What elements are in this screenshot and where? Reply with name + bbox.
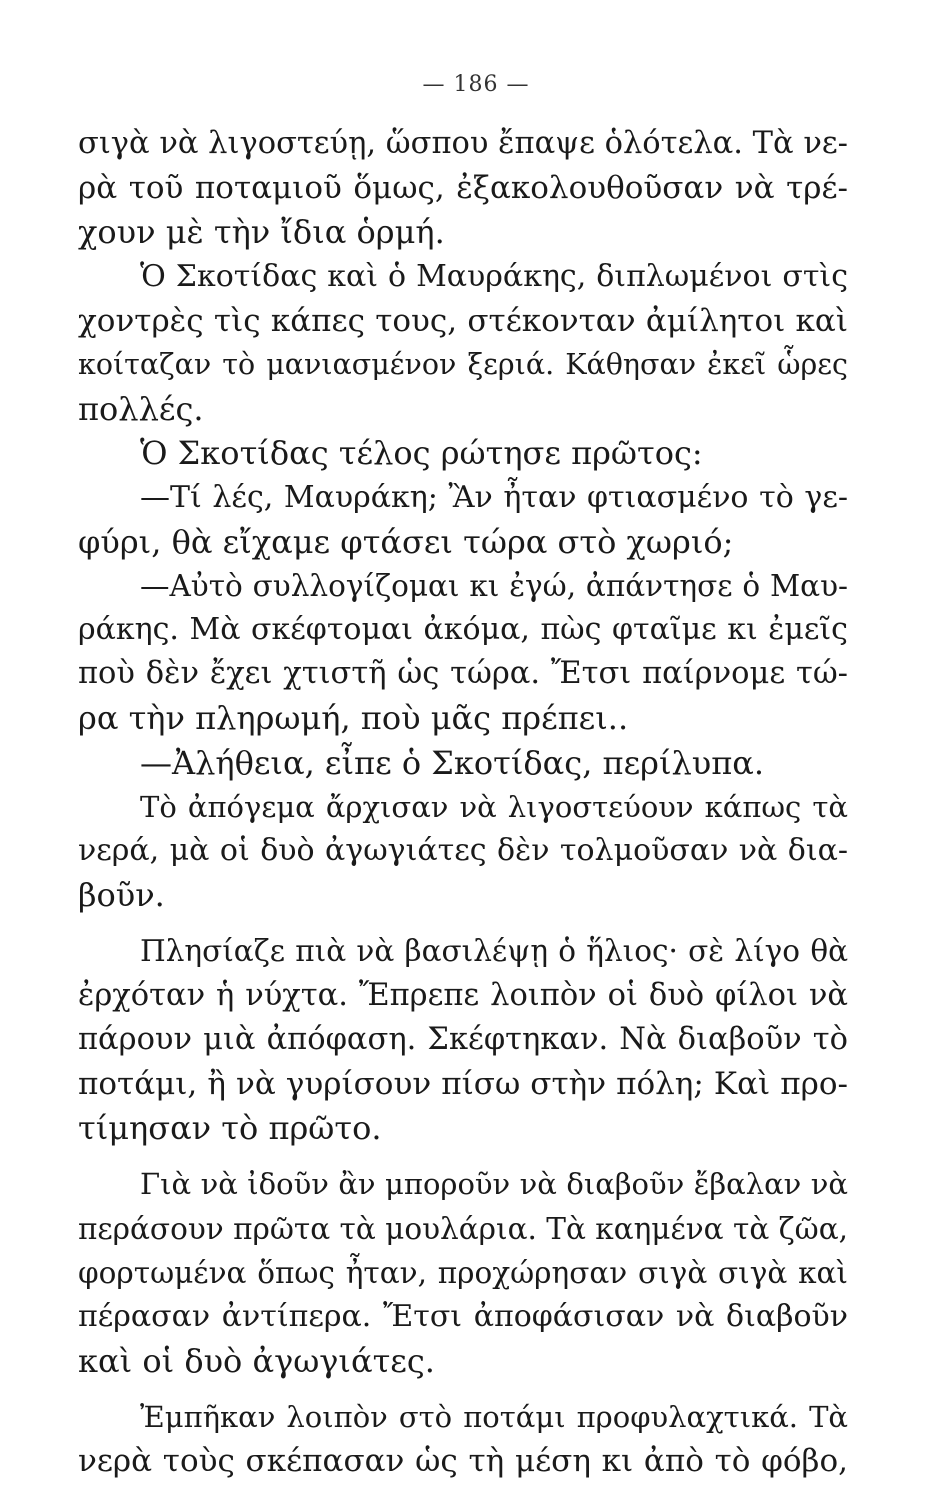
text-line: Ὁ Σκοτίδας καὶ ὁ Μαυράκης, διπλωμένοι στὶς	[140, 258, 848, 294]
text-line: φορτωμένα ὅπως ἦταν, προχώρησαν σιγὰ σιγὰ καὶ	[78, 1255, 848, 1290]
text-line: χοντρὲς τὶς κάπες τους, στέκονταν ἀμίλητοι καὶ	[78, 302, 848, 339]
text-line: χουν μὲ τὴν ἴδια ὁρμή.	[78, 213, 445, 252]
text-line: ποτάμι, ἢ νὰ γυρίσουν πίσω στὴν πόλη; Καὶ προ-	[78, 1065, 848, 1102]
text-line: πέρασαν ἀντίπερα. Ἔτσι ἀποφάσισαν νὰ διαβοῦν	[78, 1298, 848, 1334]
text-line: πολλές.	[78, 390, 204, 429]
text-line: Ἐμπῆκαν λοιπὸν στὸ ποτάμι προφυλαχτικά. Τὰ	[140, 1400, 848, 1435]
page-number: — 186 —	[422, 72, 530, 97]
text-line: ράκης. Μὰ σκέφτομαι ἀκόμα, πὼς φταῖμε κι ἐμεῖς	[78, 612, 848, 648]
text-line: πάρουν μιὰ ἀπόφαση. Σκέφτηκαν. Νὰ διαβοῦν τὸ	[78, 1021, 848, 1057]
text-line: περάσουν πρῶτα τὰ μουλάρια. Τὰ καημένα τὰ ζῶα,	[78, 1211, 848, 1246]
text-line: —Αὐτὸ συλλογίζομαι κι ἐγώ, ἀπάντησε ὁ Μαυ-	[140, 568, 848, 603]
text-line: νερά, μὰ οἱ δυὸ ἀγωγιάτες δὲν τολμοῦσαν νὰ δια-	[78, 833, 848, 868]
text-line: καὶ οἱ δυὸ ἀγωγιάτες.	[78, 1342, 435, 1381]
text-line: ρα τὴν πληρωμή, ποὺ μᾶς πρέπει..	[78, 699, 629, 738]
text-line: τίμησαν τὸ πρῶτο.	[78, 1109, 382, 1148]
text-line: κοίταζαν τὸ μανιασμένον ξεριά. Κάθησαν ἐκεῖ ὧρες	[78, 347, 848, 381]
text-line: βοῦν.	[78, 876, 165, 915]
text-line: ρὰ τοῦ ποταμιοῦ ὅμως, ἐξακολουθοῦσαν νὰ τρέ-	[78, 170, 848, 207]
text-line: σιγὰ νὰ λιγοστεύῃ, ὥσπου ἔπαψε ὁλότελα. Τὰ νε-	[78, 126, 848, 161]
text-line: ἐρχόταν ἡ νύχτα. Ἔπρεπε λοιπὸν οἱ δυὸ φίλοι νὰ	[78, 977, 848, 1013]
text-line: Τὸ ἀπόγεμα ἄρχισαν νὰ λιγοστεύουν κάπως τὰ	[140, 789, 848, 824]
text-line: νερὰ τοὺς σκέπασαν ὡς τὴ μέση κι ἀπὸ τὸ φόβο,	[78, 1443, 848, 1480]
text-line: —Ἀλήθεια, εἶπε ὁ Σκοτίδας, περίλυπα.	[140, 743, 765, 782]
text-line: Ὁ Σκοτίδας τέλος ρώτησε πρῶτος:	[140, 434, 703, 473]
text-line: φύρι, θὰ εἴχαμε φτάσει τώρα στὸ χωριό;	[78, 522, 734, 561]
text-line: ποὺ δὲν ἔχει χτιστῆ ὡς τώρα. Ἔτσι παίρνομε τώ-	[78, 656, 848, 692]
text-line: Γιὰ νὰ ἰδοῦν ἂν μποροῦν νὰ διαβοῦν ἔβαλαν νὰ	[140, 1167, 848, 1202]
body-text	[78, 122, 848, 1484]
text-line: Πλησίαζε πιὰ νὰ βασιλέψῃ ὁ ἥλιος· σὲ λίγο θὰ	[140, 934, 848, 969]
text-line: —Τί λές, Μαυράκη; Ἂν ἦταν φτιασμένο τὸ γε-	[140, 479, 848, 515]
